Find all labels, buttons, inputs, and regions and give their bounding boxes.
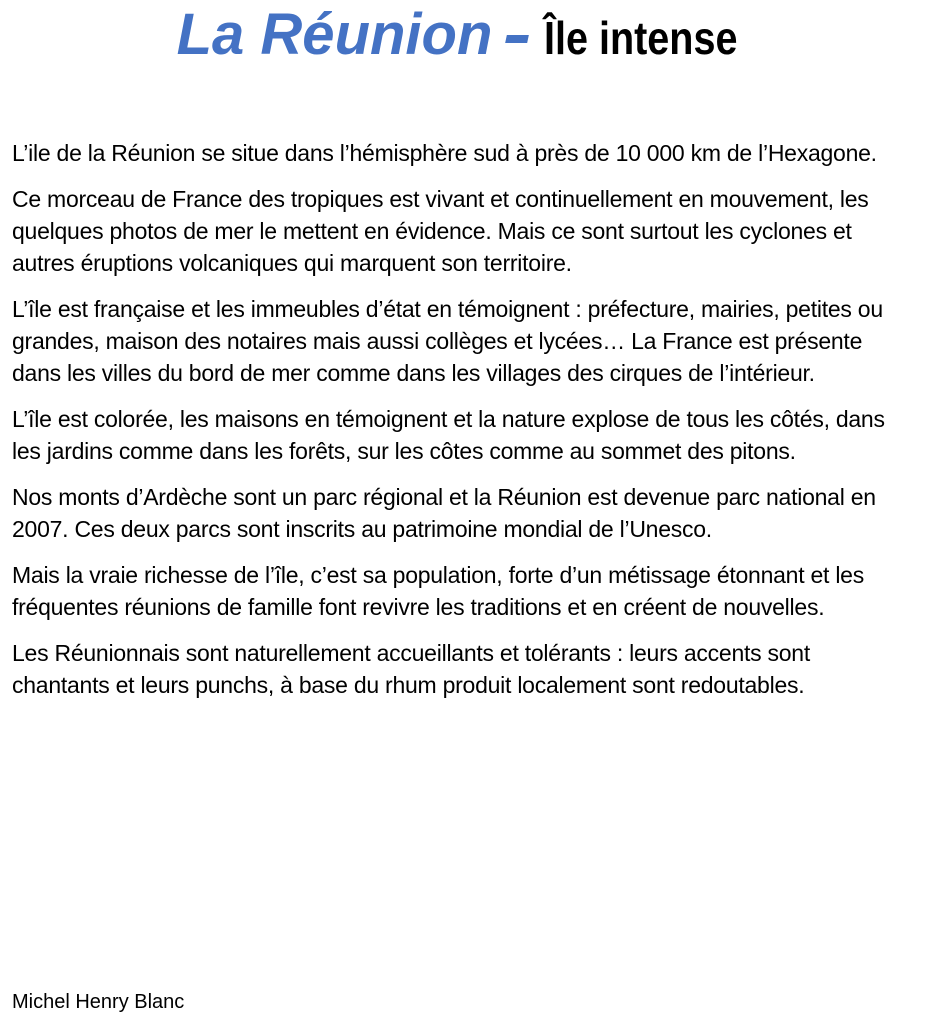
paragraph-national-park: Nos monts d’Ardèche sont un parc régional et la Réunion est devenue parc national en 2007. Ces deux parcs sont inscrits au patrimoine mondial de l’Unesco.: [12, 484, 876, 542]
document-body: [12, 137, 912, 715]
paragraph-hospitality: Les Réunionnais sont naturellement accueillants et tolérants : leurs accents sont chantants et leurs punchs, à base du rhum produit localement sont redoutables.: [12, 640, 810, 698]
paragraph-tropics: Ce morceau de France des tropiques est vivant et continuellement en mouvement, les quelques photos de mer le mettent en évidence. Mais ce sont surtout les cyclones et autres éruptions volcaniques qui marquent son territoire.: [12, 186, 869, 276]
paragraph-location: L’ile de la Réunion se situe dans l’hémisphère sud à près de 10 000 km de l’Hexagone.: [12, 140, 877, 166]
author-signature: Michel Henry Blanc: [12, 991, 185, 1013]
title-separator-dash: [506, 35, 530, 43]
paragraph-french-state: L’île est française et les immeubles d’état en témoignent : préfecture, mairies, petites ou grandes, maison des notaires mais aussi collèges et lycées… La France est présente dans les villes du bord de mer comme dans les villages des cirques de l’intérieur.: [12, 296, 883, 386]
paragraph-colors-nature: L’île est colorée, les maisons en témoignent et la nature explose de tous les côtés, dans les jardins comme dans les forêts, sur les côtes comme au sommet des pitons.: [12, 406, 885, 464]
document-title: [0, 0, 926, 67]
title-place-name: La Réunion: [176, 2, 493, 67]
paragraph-population: Mais la vraie richesse de l’île, c’est sa population, forte d’un métissage étonnant et les fréquentes réunions de famille font revivre les traditions et en créent de nouvelles.: [12, 562, 864, 620]
title-subtitle: Île intense: [544, 12, 738, 64]
